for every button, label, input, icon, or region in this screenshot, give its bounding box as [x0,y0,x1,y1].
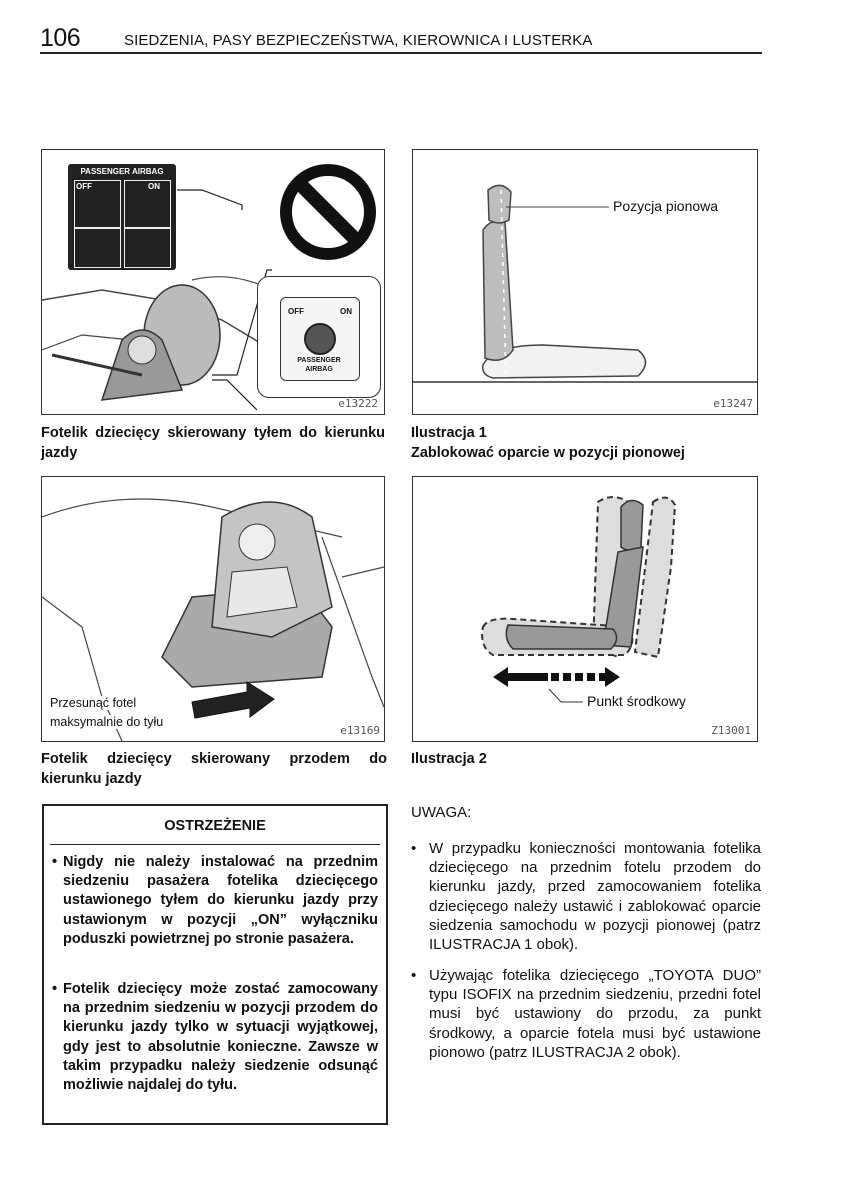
switch-on-label: ON [340,307,352,316]
midpoint-label: Punkt środkowy [587,693,686,709]
airbag-key-switch-icon [304,323,336,355]
illustration-1-title: Ilustracja 1 [411,425,487,441]
airbag-on-label: ON [148,182,160,191]
upright-position-label: Pozycja pionowa [613,198,719,214]
note-item-text: W przypadku konieczności montowania fotelika dziecięcego na przednim fotelu przodem do kierunku jazdy, przed zamocowaniem fotelika dziecięcego należy ustawić i zablokować oparcie siedzenia samochodu w pozycji pionowej (patrz ILUSTRACJA 1 obok). [429,840,761,954]
header-rule [40,52,762,54]
airbag-off-label: OFF [76,182,92,191]
passenger-airbag-indicator [68,164,176,270]
airbag-indicator-label: PASSENGER AIRBAG [80,167,164,176]
warning-box [42,804,388,1125]
move-seat-label-1: Przesunąć fotel [50,696,137,710]
bullet: • [411,840,417,857]
bullet: • [52,981,58,997]
figure-1-caption: Fotelik dziecięcy skierowany tyłem do kierunku jazdy [41,425,385,461]
figure-code: Z13001 [711,724,751,737]
switch-label-1: PASSENGER [297,357,341,364]
warning-divider [50,844,380,845]
figure-forward-facing-child-seat [41,476,385,742]
warning-item [52,980,378,1095]
note-item-text: Używając fotelika dziecięcego „TOYOTA DUO” typu ISOFIX na przednim siedzeniu, przedni fotel musi być ustawiony do przodu, za punkt środkowy, a oparcie fotela musi być ustawione pionowo (patrz ILUSTRACJA 2 obok). [429,967,761,1061]
figure-code: e13222 [338,397,378,410]
page-header-title: SIEDZENIA, PASY BEZPIECZEŃSTWA, KIEROWNICA I LUSTERKA [124,32,593,49]
warning-item-text: Nigdy nie należy instalować na przednim siedzeniu pasażera fotelika dziecięcego ustawionego tyłem do kierunku jazdy przy ustawionym w pozycji „ON” wyłączniku poduszki powietrznej po stronie pasażera. [63,854,378,947]
bullet: • [52,854,58,870]
bullet: • [411,967,417,984]
figure-rear-facing-child-seat [41,149,385,415]
figure-code: e13169 [340,724,380,737]
figure-seat-upright [412,149,758,415]
move-seat-label-2: maksymalnie do tyłu [50,715,164,729]
airbag-on-lower-box [124,228,171,268]
warning-item-text: Fotelik dziecięcy może zostać zamocowany na przednim siedzeniu w pozycji przodem do kierunku jazdy tylko w sytuacji wyjątkowej, gdy jest to absolutnie konieczne. Zawsze w takim przypadku należy siedzenie odsunąć możliwie najdalej do tyłu. [63,981,378,1094]
seat-midpoint-illustration [413,477,757,741]
airbag-off-lower-box [74,228,121,268]
switch-label-2: AIRBAG [305,366,333,373]
note-title: UWAGA: [411,804,472,821]
switch-off-label: OFF [288,307,304,316]
warning-title: OSTRZEŻENIE [164,818,266,834]
prohibition-icon [278,162,378,262]
illustration-1-caption: Zablokować oparcie w pozycji pionowej [411,445,685,461]
figure-code: e13247 [713,397,753,410]
figure-seat-midpoint [412,476,758,742]
upright-seat-illustration [413,150,757,414]
illustration-2-title: Ilustracja 2 [411,751,487,767]
note-item [411,966,761,1062]
note-item [411,839,761,954]
warning-item [52,853,378,949]
figure-3-caption: Fotelik dziecięcy skierowany przodem do kierunku jazdy [41,751,387,787]
airbag-switch-inset [257,276,381,398]
page-number: 106 [40,24,81,52]
